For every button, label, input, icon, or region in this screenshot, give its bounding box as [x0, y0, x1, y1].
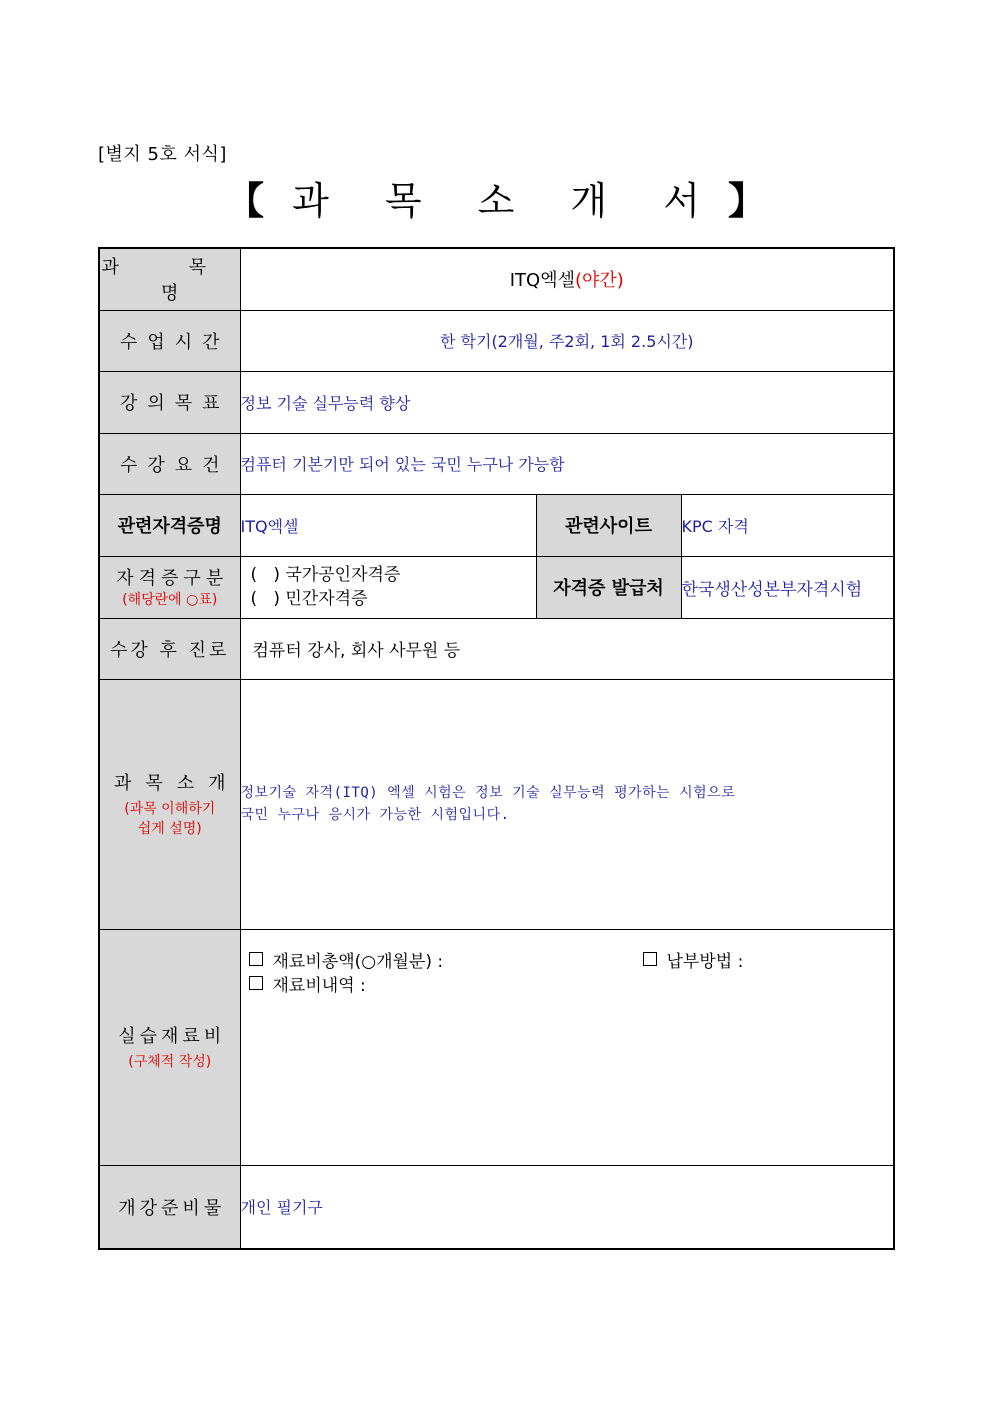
row-certificate: [99, 494, 894, 556]
cert-type-sub: (해당란에 ○표): [122, 592, 218, 608]
document-title: [0, 170, 992, 225]
intro-header: 과목소개 (과목 이해하기 쉽게 설명): [99, 679, 240, 929]
certificate-header: 관련자격증명: [99, 494, 240, 556]
course-name-value: [240, 248, 894, 310]
career-header: 수강 후 진로: [99, 618, 240, 679]
row-class-time: [99, 310, 894, 371]
row-intro: [99, 679, 894, 929]
row-requirement: [99, 433, 894, 494]
form-number-label: [별지 5호 서식]: [98, 144, 227, 165]
issuer-header: 자격증 발급처: [536, 556, 681, 618]
checkbox-icon[interactable]: [643, 952, 657, 966]
career-value: 컴퓨터 강사, 회사 사무원 등: [240, 618, 894, 679]
intro-line-1: 정보기술 자격(ITQ) 엑셀 시험은 정보 기술 실무능력 평가하는 시험으로: [240, 785, 736, 801]
goal-header: 강의목표: [99, 371, 240, 433]
course-intro-table: [98, 247, 895, 1250]
class-time-value: 한 학기(2개월, 주2회, 1회 2.5시간): [240, 310, 894, 371]
materials-detail-line: 재료비내역 :: [249, 974, 366, 998]
course-name-text: ITQ엑셀: [509, 270, 575, 292]
checkbox-icon[interactable]: [249, 952, 263, 966]
cert-type-options: [240, 556, 536, 618]
class-time-header: 수업시간: [99, 310, 240, 371]
row-course-name: [99, 248, 894, 310]
row-cert-type: [99, 556, 894, 618]
title-text: 과 목 소 개 서: [292, 179, 722, 223]
title-bracket-open: 【: [225, 179, 264, 223]
requirement-header: 수강요건: [99, 433, 240, 494]
goal-value: 정보 기술 실무능력 향상: [240, 371, 894, 433]
checkbox-icon[interactable]: [249, 976, 263, 990]
materials-sub: (구체적 작성): [128, 1054, 212, 1070]
option-private-cert: ( ) 민간자격증: [250, 589, 368, 609]
materials-total-line: 재료비총액(○개월분) :: [249, 950, 444, 974]
row-prep: [99, 1165, 894, 1249]
site-value: KPC 자격: [681, 494, 894, 556]
intro-sub: (과목 이해하기 쉽게 설명): [124, 801, 216, 837]
course-name-suffix: (야간): [574, 270, 624, 292]
site-header: 관련사이트: [536, 494, 681, 556]
row-career: [99, 618, 894, 679]
course-name-header: 과 목 명: [99, 248, 240, 310]
prep-value: 개인 필기구: [240, 1165, 894, 1249]
intro-value: [240, 679, 894, 929]
option-national-cert: ( ) 국가공인자격증: [250, 565, 401, 585]
materials-payment-line: 납부방법 :: [643, 950, 744, 974]
intro-line-2: 국민 누구나 응시가 가능한 시험입니다.: [240, 807, 510, 823]
prep-header: 개강준비물: [99, 1165, 240, 1249]
row-materials: [99, 929, 894, 1165]
issuer-value: 한국생산성본부자격시험: [681, 556, 894, 618]
materials-value: [240, 929, 894, 1165]
row-goal: [99, 371, 894, 433]
requirement-value: 컴퓨터 기본기만 되어 있는 국민 누구나 가능함: [240, 433, 894, 494]
materials-header: 실습재료비 (구체적 작성): [99, 929, 240, 1165]
title-bracket-close: 】: [728, 179, 767, 223]
cert-type-header: 자격증구분 (해당란에 ○표): [99, 556, 240, 618]
certificate-value: ITQ엑셀: [240, 494, 536, 556]
